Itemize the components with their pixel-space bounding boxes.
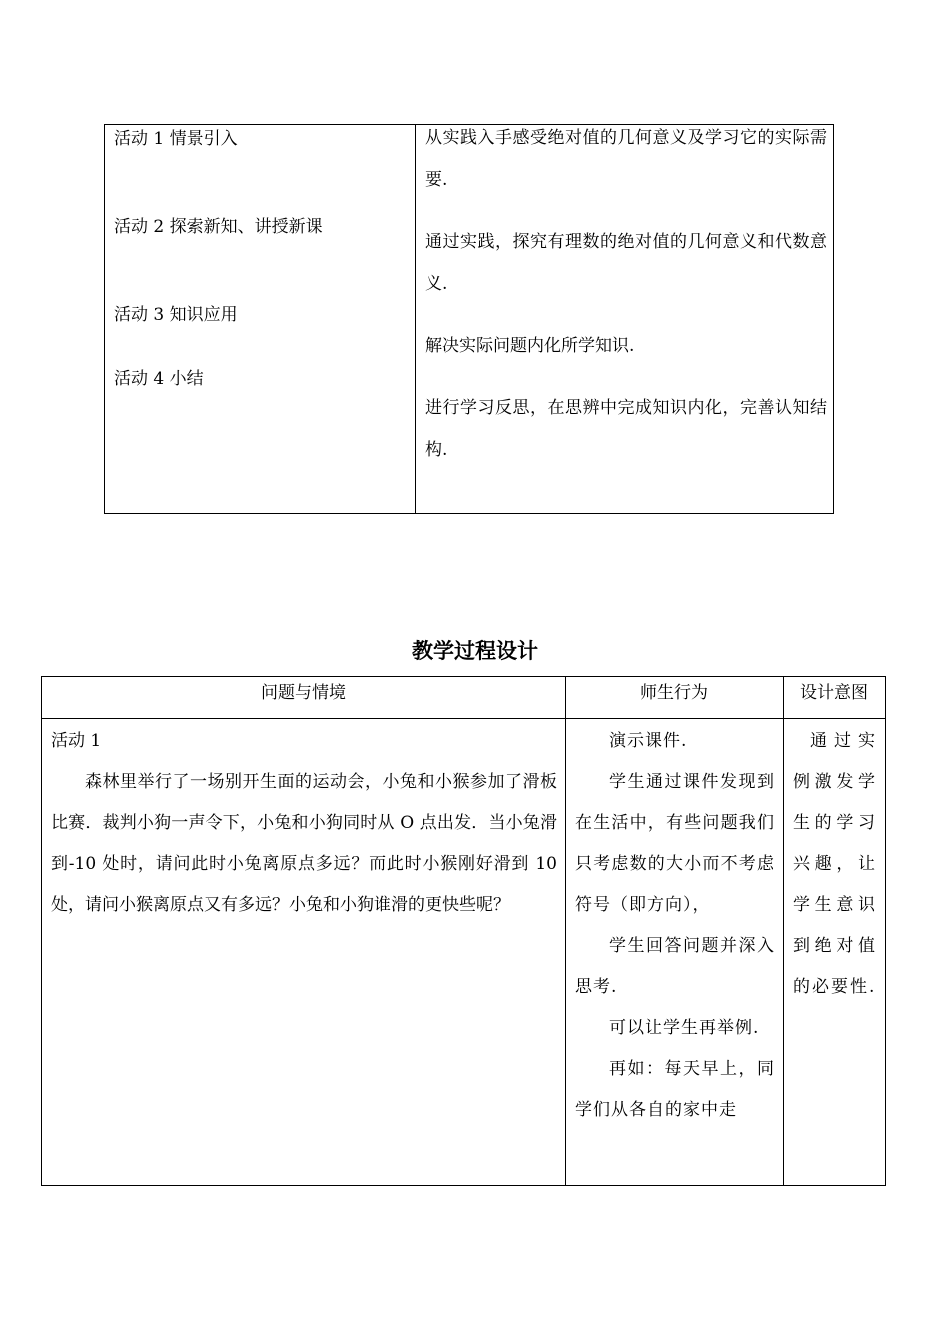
situation-text: 森林里举行了一场别开生面的运动会，小兔和小猴参加了滑板比赛．裁判小狗一声令下，小兔和小狗同时从 O 点出发．当小兔滑到-10 处时，请问此时小兔离原点多远？而此时小猴刚好滑到 10 处，请问小猴离原点又有多远？小兔和小狗谁滑的更快些呢？ [51, 772, 557, 915]
goal-4-text: 进行学习反思，在思辨中完成知识内化，完善认知结构. [425, 398, 827, 460]
behavior-paragraph: 学生回答问题并深入思考. [575, 936, 775, 997]
activity-4-label: 活动 4 小结 [114, 369, 204, 389]
behavior-paragraph: 演示课件. [609, 731, 688, 751]
header-situation: 问题与情境 [261, 683, 346, 703]
intent-text: 通过实例激发学生的学习兴趣，让学生意识到绝对值的必要性. [793, 731, 877, 997]
behavior-paragraph: 学生通过课件发现到在生活中，有些问题我们只考虑数的大小而不考虑符号（即方向）， [575, 772, 775, 915]
behavior-paragraph: 可以让学生再举例. [609, 1018, 760, 1038]
section-title: 教学过程设计 [412, 639, 538, 663]
table-column-divider [415, 125, 416, 513]
situation-label: 活动 1 [51, 731, 102, 751]
intent-cell [793, 721, 877, 1008]
activity-goal-table [104, 124, 834, 514]
column-divider-2 [783, 677, 784, 1185]
activity-3-label: 活动 3 知识应用 [114, 305, 238, 325]
header-behavior: 师生行为 [640, 683, 708, 703]
header-divider [42, 718, 885, 719]
activity-1-label: 活动 1 情景引入 [114, 129, 238, 149]
teaching-process-table [41, 676, 886, 1186]
goal-1-text: 从实践入手感受绝对值的几何意义及学习它的实际需要. [425, 128, 827, 190]
goal-3-text: 解决实际问题内化所学知识. [425, 336, 635, 356]
column-divider-1 [565, 677, 566, 1185]
situation-cell [51, 721, 557, 926]
behavior-paragraph: 再如：每天早上，同学们从各自的家中走 [575, 1059, 775, 1120]
goal-2-text: 通过实践，探究有理数的绝对值的几何意义和代数意义. [425, 232, 827, 294]
behavior-cell [575, 721, 775, 1131]
header-intent: 设计意图 [800, 683, 868, 703]
activity-2-label: 活动 2 探索新知、讲授新课 [114, 217, 323, 237]
